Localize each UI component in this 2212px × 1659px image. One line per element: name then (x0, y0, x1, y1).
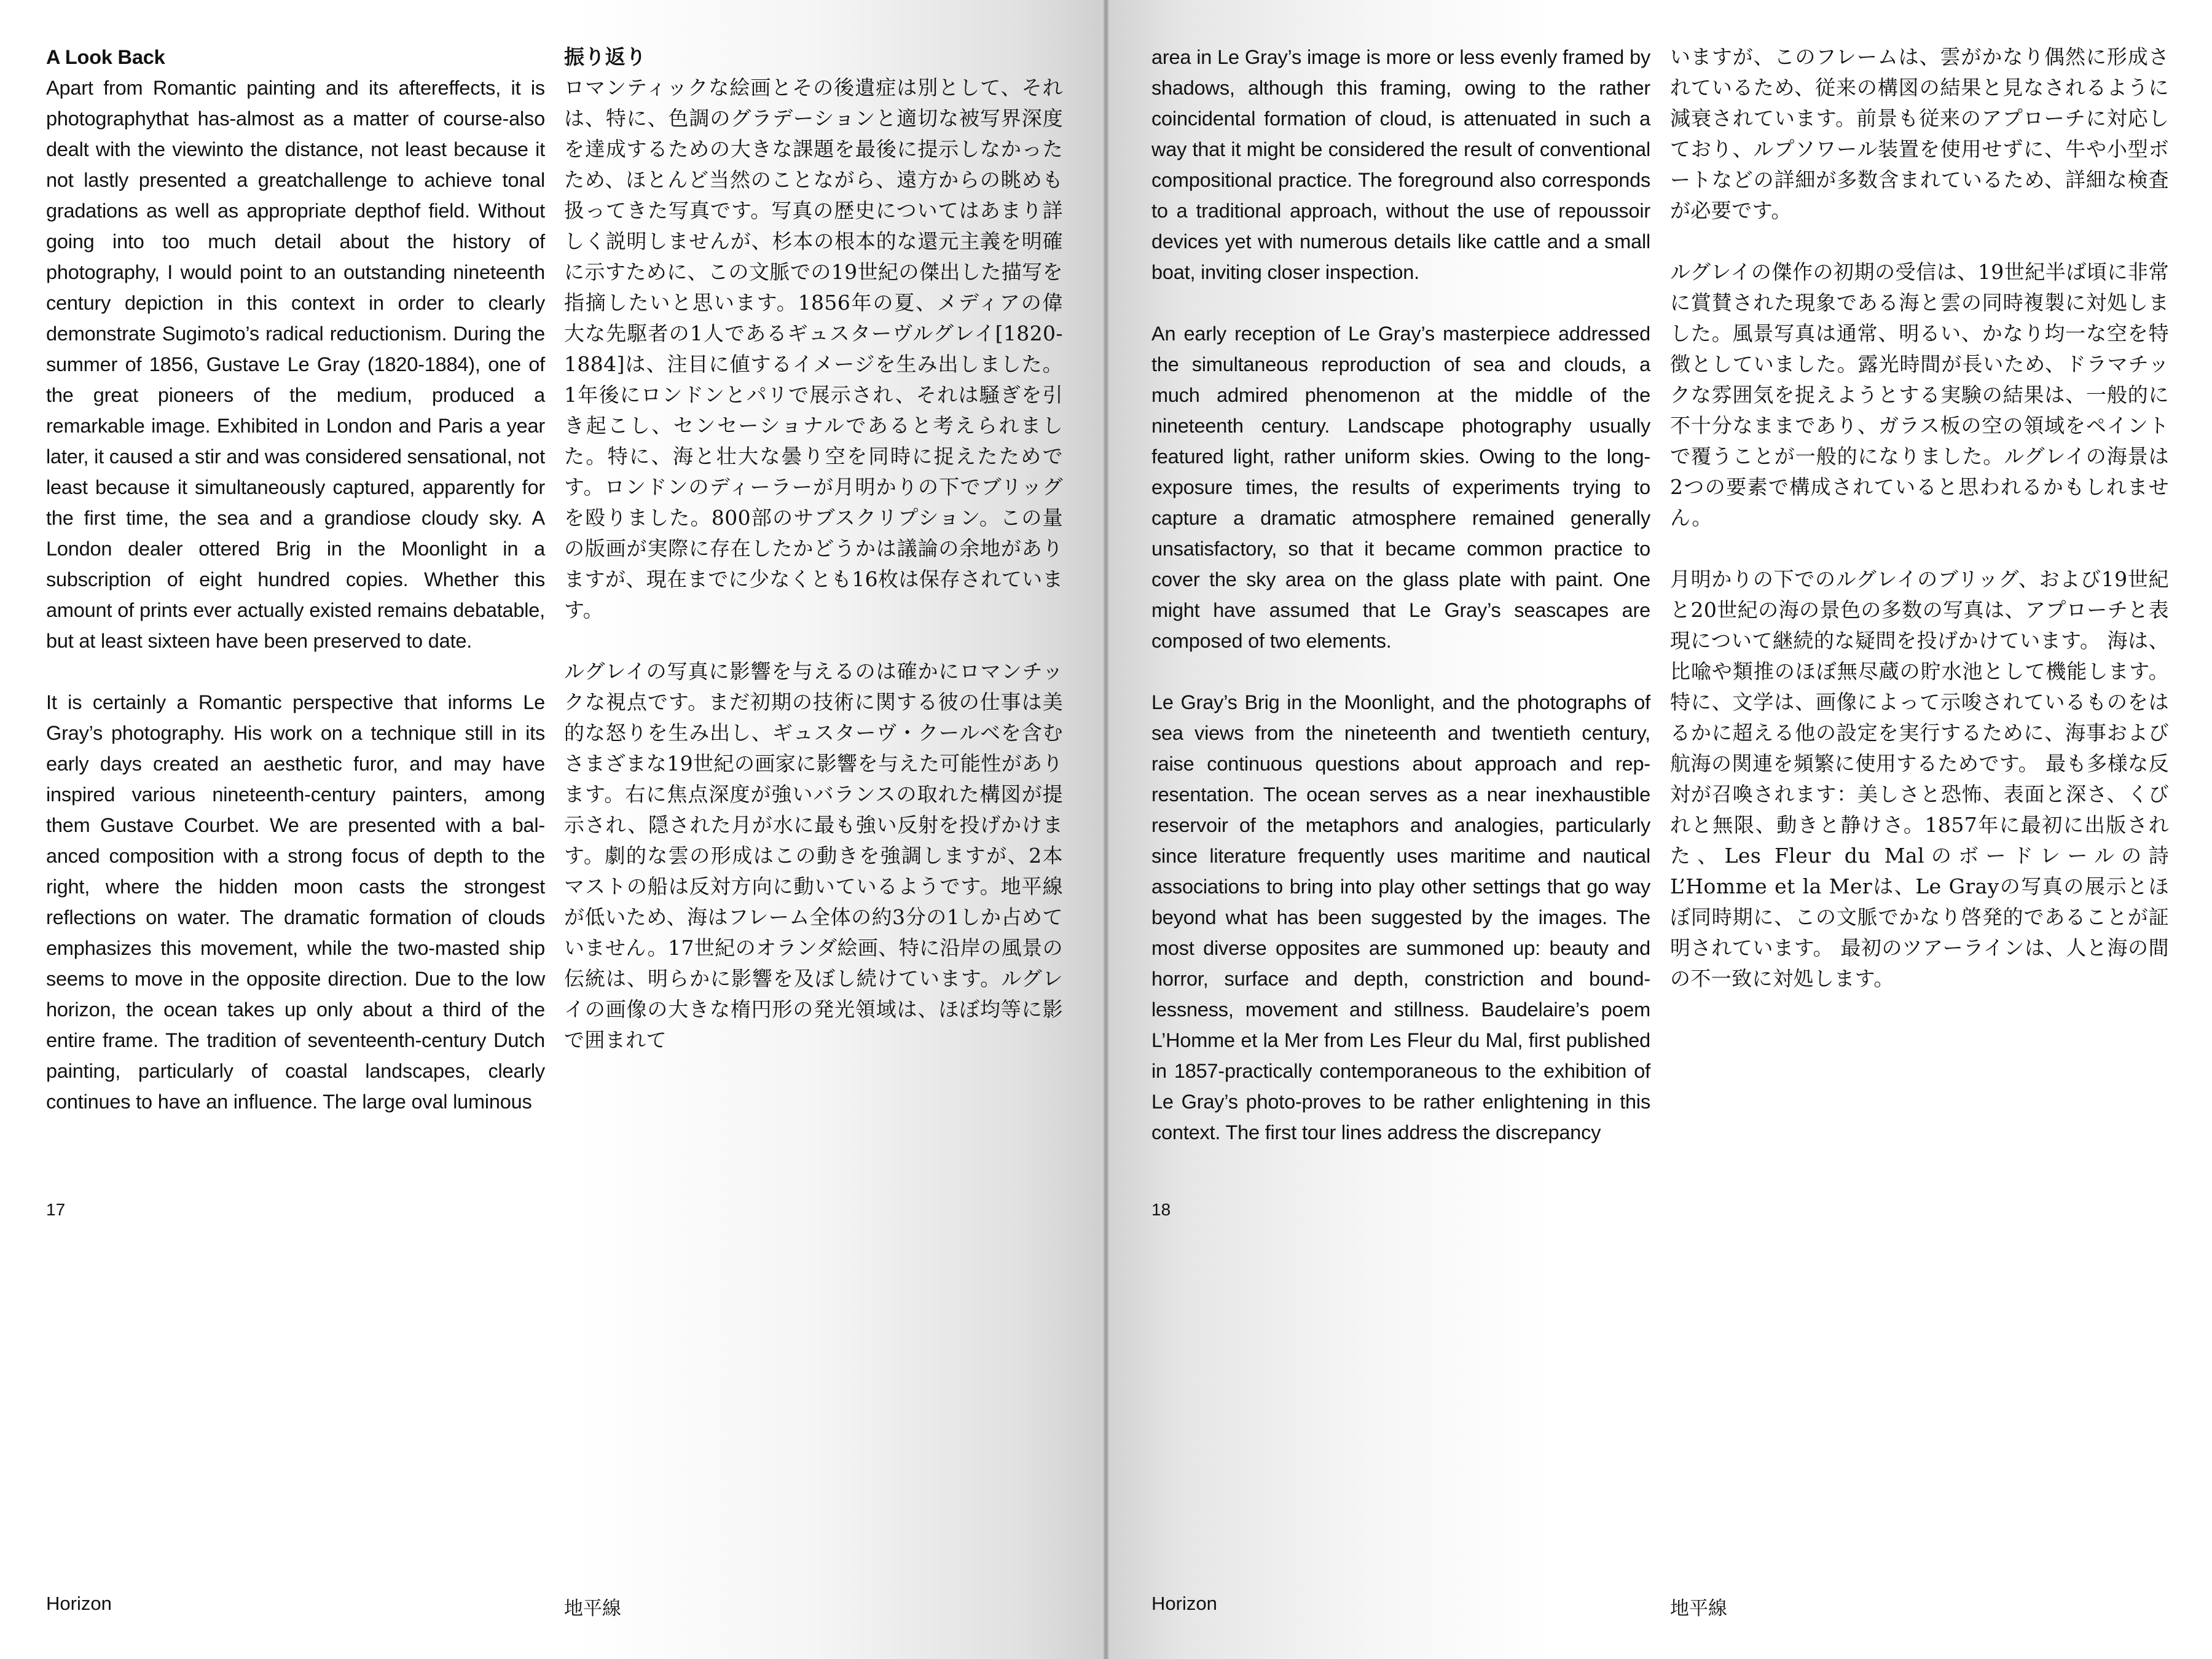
right-japanese-paragraph-1: いますが、このフレームは、雲がかなり偶然に形成されているため、従来の構図の結果と見なされるように減衰されています。前景も従来のアプローチに対応しており、ルプソワール装置を使用せずに、牛や小型ボートなどの詳細が多数含まれているため、詳細な検査が必要です。 (1670, 45, 2169, 222)
left-japanese-paragraph-1 (564, 42, 1063, 626)
right-english-column (1151, 42, 1650, 1148)
running-footer-english-right: Horizon (1151, 1593, 1217, 1614)
left-english-paragraph-2: It is certainly a Romantic perspective that informs Le Gray’s photography. His work on a technique still in its early days created an aesthetic furor, and may have inspired various nineteenth-century painters, among them Gustave Courbet. We are presented with a bal-anced composition with a strong focus of depth to the right, where the hidden moon casts the strongest reflections on water. The dramatic formation of clouds emphasizes this movement, while the two-masted ship seems to move in the opposite direction. Due to the low horizon, the ocean takes up only about a third of the entire frame. The tradition of seventeenth-century Dutch painting, particularly of coastal landscapes, clearly continues to have an influence. The large oval luminous (46, 691, 545, 1113)
right-english-paragraph-2: An early reception of Le Gray’s masterpiece addressed the simultaneous reproduction of sea and clouds, a much admired phenomenon at the middle of the nineteenth century. Landscape photography usually featured light, rather uniform skies. Owing to the long-exposure times, the results of experiments trying to capture a dramatic atmosphere remained generally unsatisfactory, so that it became common practice to cover the sky area on the glass plate with paint. One might have assumed that Le Gray’s seascapes are composed of two elements. (1151, 323, 1650, 652)
left-english-paragraph-1 (46, 42, 545, 656)
left-japanese-paragraph-1-text: ロマンティックな絵画とその後遺症は別として、それは、特に、色調のグラデーションと適切な被写界深度を達成するための大きな課題を最後に提示しなかったため、ほとんど当然のことながら、遠方からの眺めも扱ってきた写真です。写真の歴史についてはあまり詳しく説明しませんが、杉本の根本的な還元主義を明確に示すために、この文脈での19世紀の傑出した描写を指摘したいと思います。1856年の夏、メディアの偉大な先駆者の1人であるギュスターヴルグレイ[1820-1884]は、注目に値するイメージを生み出しました。1年後にロンドンとパリで展示され、それは騒ぎを引き起こし、センセーショナルであると考えられました。特に、海と壮大な曇り空を同時に捉えたためです。ロンドンのディーラーが月明かりの下でブリッグを殴りました。800部のサブスクリプション。この量の版画が実際に存在したかどうかは議論の余地がありますが、現在までに少なくとも16枚は保存されています。 (564, 76, 1063, 622)
section-heading-english: A Look Back (46, 46, 165, 68)
running-footer-japanese-left: 地平線 (564, 1598, 621, 1620)
left-english-paragraph-1-text: Apart from Romantic painting and its aftereffects, it is photographythat has-almost as a matter of course-also dealt with the viewinto the distance, not least because it not lastly presented a greatchallenge to achieve tonal gradations as well as appropriate depthof field. Without going into too much detail about the history of photography, I would point to an outstanding nineteenth century depiction in this context in order to clearly demonstrate Sugimoto’s radical reductionism. During the summer of 1856, Gustave Le Gray (1820-1884), one of the great pioneers of the medium, produced a remarkable image. Exhibited in London and Paris a year later, it caused a stir and was considered sensational, not least because it simultaneously captured, apparently for the first time, the sea and a grandiose cloudy sky. A London dealer ottered Brig in the Moonlight in a subscription of eight hundred copies. Whether this amount of prints ever actually existed remains debatable, but at least sixteen have been preserved to date. (46, 77, 546, 652)
left-english-column (46, 42, 545, 1117)
running-footer-japanese-right: 地平線 (1670, 1598, 1727, 1620)
right-page (1108, 0, 2212, 1659)
right-english-paragraph-3: Le Gray’s Brig in the Moonlight, and the photographs of sea views from the nineteenth and twentieth century, raise continuous questions about approach and rep-resentation. The ocean serves as a near inexhaustible reservoir of the metaphors and analogies, particularly since literature frequently uses maritime and nautical associations to bring into play other settings that go way beyond what has been suggested by the images. The most diverse opposites are summoned up: beauty and horror, surface and depth, constriction and bound-lessness, movement and stillness. Baudelaire’s poem L’Homme et la Mer from Les Fleur du Mal, first published in 1857-practically contemporaneous to the exhibition of Le Gray’s photo-proves to be rather enlightening in this context. The first tour lines address the discrepancy (1151, 691, 1650, 1143)
page-number-right: 18 (1151, 1200, 1171, 1219)
page-number-left: 17 (46, 1200, 66, 1219)
section-heading-japanese: 振り返り (564, 45, 646, 69)
left-japanese-column (564, 42, 1063, 1056)
spine-gutter (1104, 0, 1108, 1659)
right-japanese-paragraph-3: 月明かりの下でのルグレイのブリッグ、および19世紀と20世紀の海の景色の多数の写真は、アプローチと表現について継続的な疑問を投げかけています。 海は、比喩や類推のほぼ無尽蔵の貯水池として機能します。特に、文学は、画像によって示唆されているものをはるかに超える他の設定を実行するために、海事および航海の関連を頻繁に使用するためです。 最も多様な反対が召喚されます：美しさと恐怖、表面と深さ、くびれと無限、動きと静けさ。1857年に最初に出版された、Les Fleur du Malのボードレールの詩L’Homme et la Merは、Le Grayの写真の展示とほぼ同時期に、この文脈でかなり啓発的であることが証明されています。 最初のツアーラインは、人と海の間の不一致に対処します。 (1670, 567, 2169, 990)
running-footer-english-left: Horizon (46, 1593, 112, 1614)
left-page (0, 0, 1104, 1659)
right-japanese-paragraph-2: ルグレイの傑作の初期の受信は、19世紀半ば頃に非常に賞賛された現象である海と雲の同時複製に対処しました。風景写真は通常、明るい、かなり均一な空を特徴としていました。露光時間が長いため、ドラマチックな雰囲気を捉えようとする実験の結果は、一般的に不十分なままであり、ガラス板の空の領域をペイントで覆うことが一般的になりました。ルグレイの海景は2つの要素で構成されていると思われるかもしれません。 (1670, 260, 2169, 530)
left-japanese-paragraph-2: ルグレイの写真に影響を与えるのは確かにロマンチックな視点です。まだ初期の技術に関する彼の仕事は美的な怒りを生み出し、ギュスターヴ・クールベを含むさまざまな19世紀の画家に影響を与えた可能性があります。右に焦点深度が強いバランスの取れた構図が提示され、隠された月が水に最も強い反射を投げかけます。劇的な雲の形成はこの動きを強調しますが、2本マストの船は反対方向に動いているようです。地平線が低いため、海はフレーム全体の約3分の1しか占めていません。17世紀のオランダ絵画、特に沿岸の風景の伝統は、明らかに影響を及ぼし続けています。ルグレイの画像の大きな楕円形の発光領域は、ほぼ均等に影で囲まれて (564, 659, 1063, 1052)
right-english-paragraph-1: area in Le Gray’s image is more or less evenly framed by shadows, although this framing, owing to the rather coincidental formation of cloud, is attenuated in such a way that it might be considered the result of conventional compositional practice. The foreground also corresponds to a traditional approach, without the use of repoussoir devices yet with numerous details like cattle and a small boat, inviting closer inspection. (1151, 46, 1650, 283)
right-japanese-column (1670, 42, 2169, 994)
